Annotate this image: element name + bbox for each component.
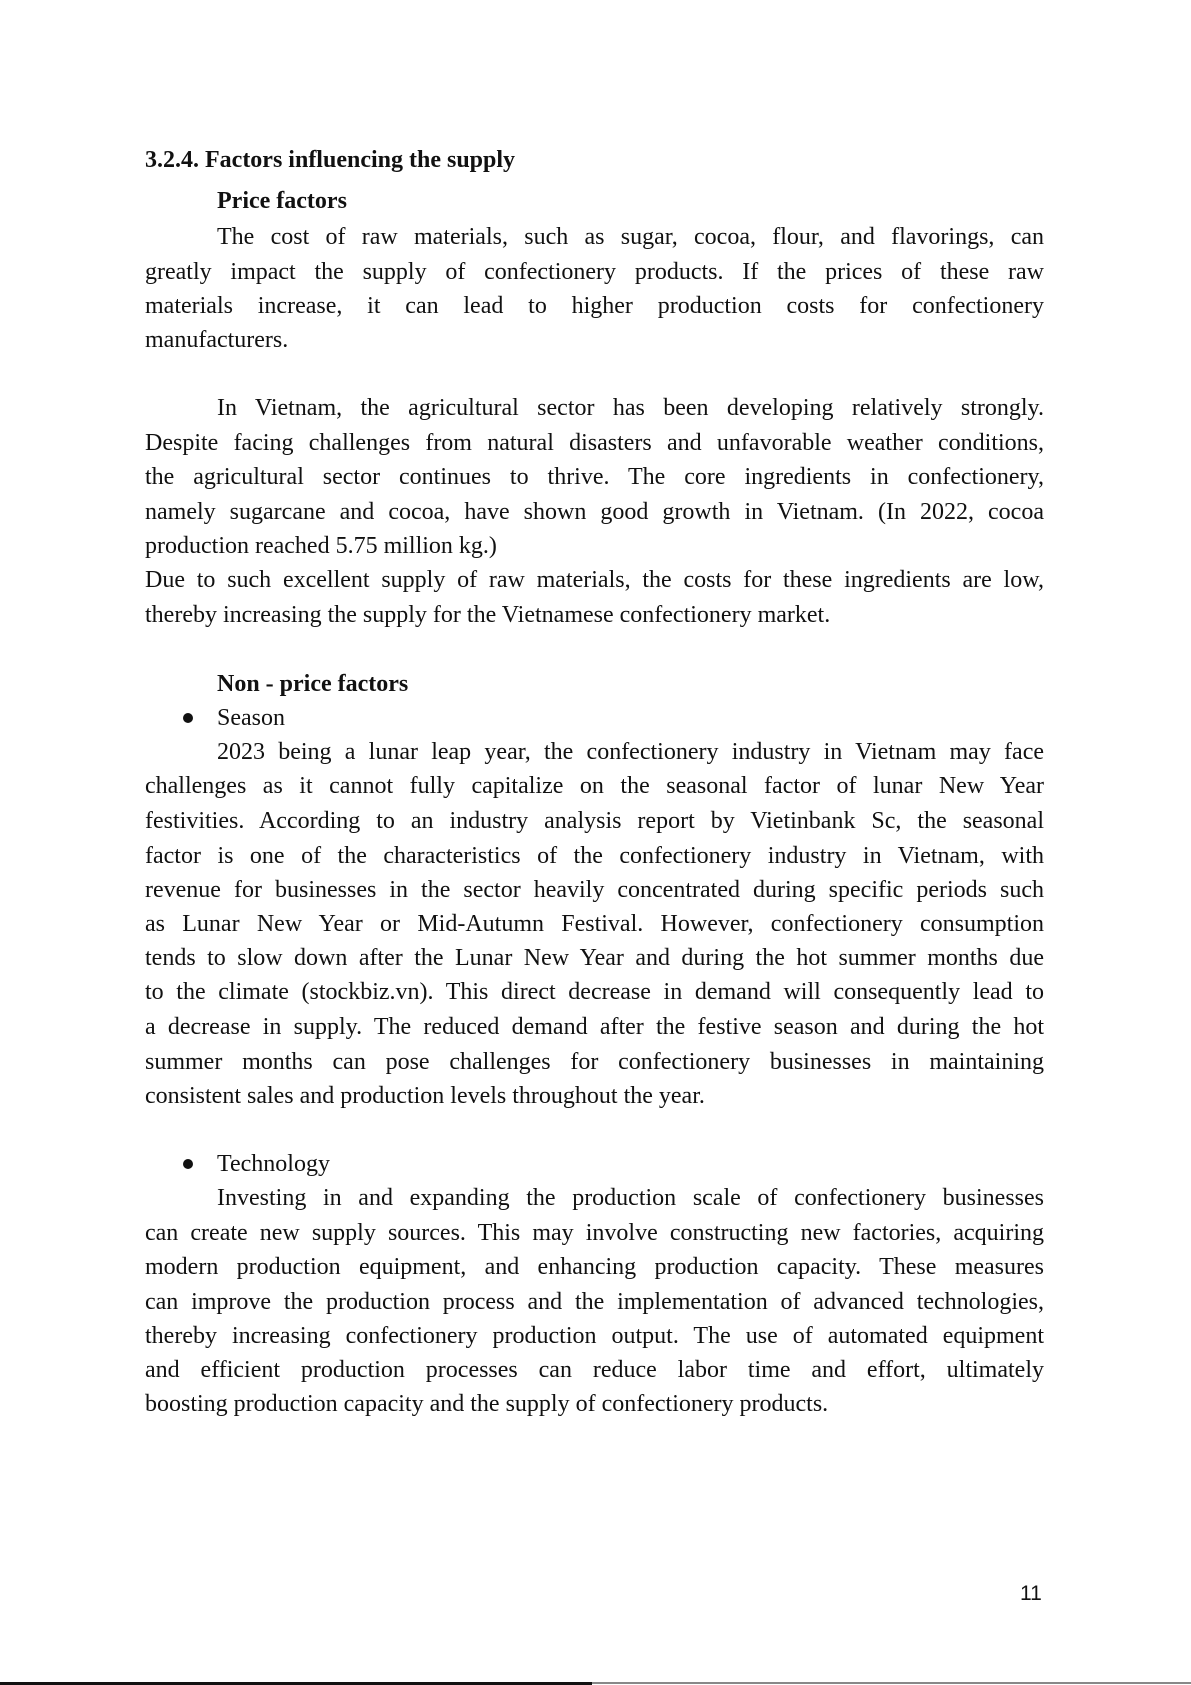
price-p1-line: materials increase, it can lead to higher production costs for confectionery — [145, 293, 1044, 319]
season-line: as Lunar New Year or Mid-Autumn Festival. However, confectionery consumption — [145, 911, 1044, 937]
season-line: revenue for businesses in the sector heavily concentrated during specific periods such — [145, 877, 1044, 903]
technology-line: can improve the production process and the implementation of advanced technologies, — [145, 1289, 1044, 1315]
price-p1-line: The cost of raw materials, such as sugar, cocoa, flour, and flavorings, can — [217, 224, 1044, 250]
season-line: consistent sales and production levels throughout the year. — [145, 1083, 705, 1109]
price-factors-heading: Price factors — [217, 188, 347, 214]
bullet-icon — [183, 1159, 193, 1169]
section-heading: 3.2.4. Factors influencing the supply — [145, 147, 516, 173]
price-p2-line: Despite facing challenges from natural disasters and unfavorable weather conditions, — [145, 430, 1044, 456]
season-line: a decrease in supply. The reduced demand after the festive season and during the hot — [145, 1014, 1044, 1040]
price-p2-line: production reached 5.75 million kg.) — [145, 533, 497, 559]
season-line: tends to slow down after the Lunar New Year and during the hot summer months due — [145, 945, 1044, 971]
season-line: challenges as it cannot fully capitalize on the seasonal factor of lunar New Year — [145, 773, 1044, 799]
season-line: summer months can pose challenges for confectionery businesses in maintaining — [145, 1049, 1044, 1075]
season-line: 2023 being a lunar leap year, the confectionery industry in Vietnam may face — [217, 739, 1044, 765]
price-p2-line: In Vietnam, the agricultural sector has been developing relatively strongly. — [217, 395, 1044, 421]
technology-label: Technology — [217, 1151, 330, 1177]
page-bottom-edge — [592, 1682, 1191, 1684]
bullet-icon — [183, 713, 193, 723]
season-label: Season — [217, 705, 285, 731]
non-price-factors-heading: Non - price factors — [217, 671, 409, 697]
technology-line: Investing in and expanding the production scale of confectionery businesses — [217, 1185, 1044, 1211]
season-line: festivities. According to an industry analysis report by Vietinbank Sc, the seasonal — [145, 808, 1044, 834]
price-p1-line: manufacturers. — [145, 327, 289, 353]
price-p3-line: Due to such excellent supply of raw materials, the costs for these ingredients are low, — [145, 567, 1044, 593]
page-number: 11 — [1020, 1582, 1042, 1605]
technology-line: boosting production capacity and the supply of confectionery products. — [145, 1391, 829, 1417]
technology-line: thereby increasing confectionery production output. The use of automated equipment — [145, 1323, 1044, 1349]
technology-line: and efficient production processes can reduce labor time and effort, ultimately — [145, 1357, 1044, 1383]
price-p2-line: the agricultural sector continues to thrive. The core ingredients in confectionery, — [145, 464, 1044, 490]
season-line: factor is one of the characteristics of the confectionery industry in Vietnam, with — [145, 843, 1044, 869]
price-p2-line: namely sugarcane and cocoa, have shown good growth in Vietnam. (In 2022, cocoa — [145, 499, 1044, 525]
season-line: to the climate (stockbiz.vn). This direct decrease in demand will consequently lead to — [145, 979, 1044, 1005]
price-p3-line: thereby increasing the supply for the Vietnamese confectionery market. — [145, 602, 831, 628]
technology-line: modern production equipment, and enhancing production capacity. These measures — [145, 1254, 1044, 1280]
technology-line: can create new supply sources. This may involve constructing new factories, acquiring — [145, 1220, 1044, 1246]
price-p1-line: greatly impact the supply of confectionery products. If the prices of these raw — [145, 259, 1044, 285]
